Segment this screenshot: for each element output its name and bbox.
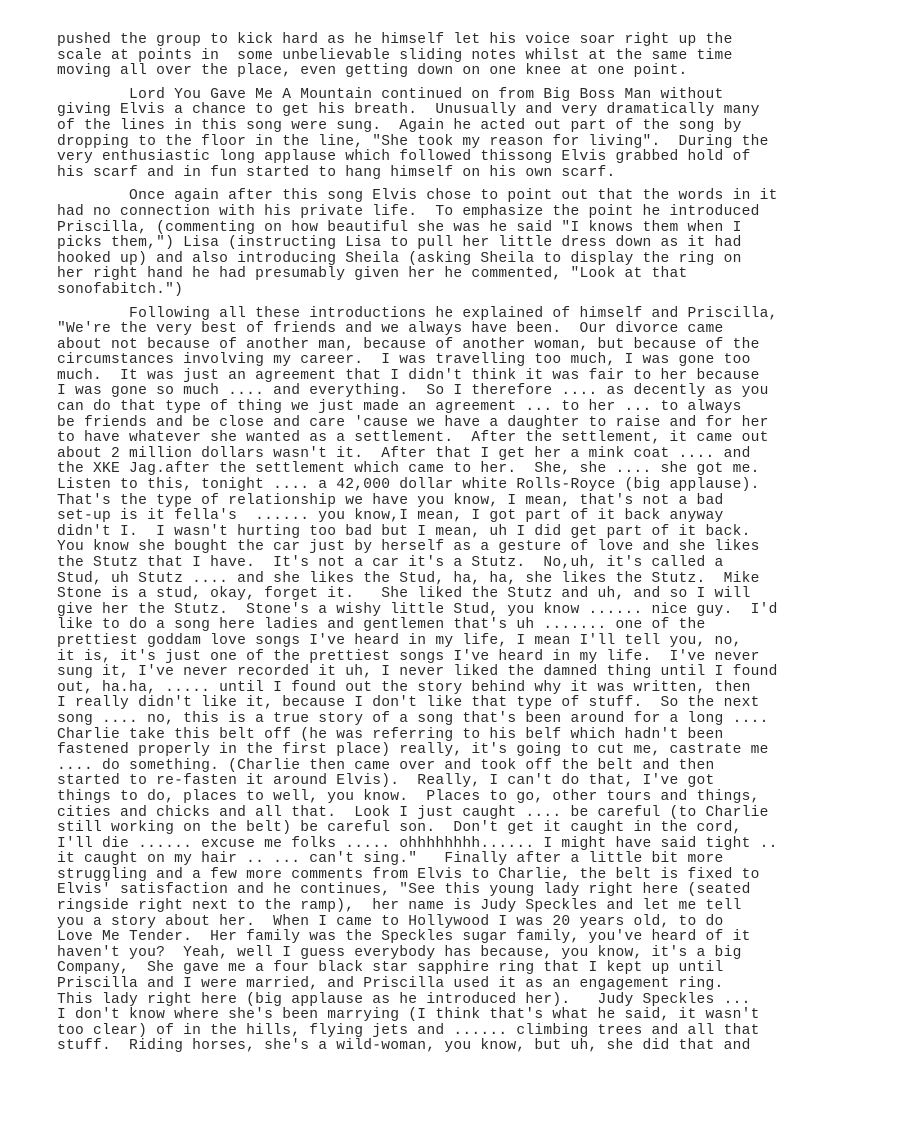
text-line: scale at points in some unbelievable sliding notes whilst at the same time <box>57 47 733 64</box>
text-line: you a story about her. When I came to Hollywood I was 20 years old, to do <box>57 913 724 930</box>
text-line: Once again after this song Elvis chose to point out that the words in it <box>57 188 778 205</box>
text-line: of the lines in this song were sung. Again he acted out part of the song by <box>57 117 742 134</box>
text-line: ringside right next to the ramp), her name is Judy Speckles and let me tell <box>57 898 742 915</box>
text-line: I'll die ...... excuse me folks ..... ohhhhhhhh...... I might have said tight .. <box>57 835 778 852</box>
text-line: Stud, uh Stutz .... and she likes the Stud, ha, ha, she likes the Stutz. Mike <box>57 570 760 587</box>
text-line: be friends and be close and care 'cause we have a daughter to raise and for her <box>57 414 769 431</box>
text-line: still working on the belt) be careful son. Don't get it caught in the cord, <box>57 820 742 837</box>
paragraph <box>57 88 857 182</box>
paragraph <box>57 307 857 1056</box>
paragraph <box>57 33 857 80</box>
text-line: out, ha.ha, ..... until I found out the story behind why it was written, then <box>57 679 751 696</box>
text-line: too clear) of in the hills, flying jets and ...... climbing trees and all that <box>57 1022 760 1039</box>
text-line: Charlie take this belt off (he was referring to his belf which hadn't been <box>57 726 724 743</box>
text-line: "We're the very best of friends and we always have been. Our divorce came <box>57 321 724 338</box>
text-line: much. It was just an agreement that I didn't think it was fair to her because <box>57 367 760 384</box>
text-line: picks them,") Lisa (instructing Lisa to pull her little dress down as it had <box>57 235 742 252</box>
text-line: can do that type of thing we just made an agreement ... to her ... to always <box>57 399 742 416</box>
text-line: circumstances involving my career. I was travelling too much, I was gone too <box>57 352 751 369</box>
text-line: Elvis' satisfaction and he continues, "See this young lady right here (seated <box>57 882 751 899</box>
text-line: like to do a song here ladies and gentlemen that's uh ....... one of the <box>57 617 706 634</box>
text-line: Following all these introductions he explained of himself and Priscilla, <box>57 305 778 322</box>
text-line: Stone is a stud, okay, forget it. She liked the Stutz and uh, and so I will <box>57 586 751 603</box>
text-line: the Stutz that I have. It's not a car it's a Stutz. No,uh, it's called a <box>57 555 724 571</box>
text-line: struggling and a few more comments from Elvis to Charlie, the belt is fixed to <box>57 866 760 883</box>
text-line: I was gone so much .... and everything. So I therefore .... as decently as you <box>57 383 769 400</box>
text-line: Company, She gave me a four black star sapphire ring that I kept up until <box>57 960 724 977</box>
text-line: Listen to this, tonight .... a 42,000 dollar white Rolls-Royce (big applause). <box>57 477 760 494</box>
text-line: to have whatever she wanted as a settlement. After the settlement, it came out <box>57 430 769 447</box>
text-line: Priscilla and I were married, and Priscilla used it as an engagement ring. <box>57 976 724 993</box>
text-line: sonofabitch.") <box>57 281 184 298</box>
typewritten-page <box>57 33 857 1063</box>
text-line: about not because of another man, because of another woman, but because of the <box>57 336 760 353</box>
text-line: That's the type of relationship we have you know, I mean, that's not a bad <box>57 492 724 509</box>
text-line: Love Me Tender. Her family was the Speckles sugar family, you've heard of it <box>57 929 751 946</box>
text-line: fastened properly in the first place) really, it's going to cut me, castrate me <box>57 742 769 759</box>
text-line: very enthusiastic long applause which followed thissong Elvis grabbed hold of <box>57 149 751 166</box>
paragraph <box>57 189 857 298</box>
text-line: hooked up) and also introducing Sheila (asking Sheila to display the ring on <box>57 250 742 267</box>
text-line: give her the Stutz. Stone's a wishy little Stud, you know ...... nice guy. I'd <box>57 601 778 618</box>
text-line: cities and chicks and all that. Look I just caught .... be careful (to Charlie <box>57 804 769 821</box>
text-line: stuff. Riding horses, she's a wild-woman, you know, but uh, she did that and <box>57 1038 751 1055</box>
text-line: Priscilla, (commenting on how beautiful she was he said "I knows them when I <box>57 219 742 236</box>
text-line: .... do something. (Charlie then came over and took off the belt and then <box>57 757 715 774</box>
text-line: haven't you? Yeah, well I guess everybody has because, you know, it's a big <box>57 944 742 961</box>
text-line: about 2 million dollars wasn't it. After that I get her a mink coat .... and <box>57 445 751 462</box>
text-line: song .... no, this is a true story of a song that's been around for a long .... <box>57 710 769 727</box>
text-line: the XKE Jag.after the settlement which came to her. She, she .... she got me. <box>57 461 760 478</box>
text-line: things to do, places to well, you know. Places to go, other tours and things, <box>57 788 760 805</box>
text-line: pushed the group to kick hard as he himself let his voice soar right up the <box>57 32 733 48</box>
text-line: it is, it's just one of the prettiest songs I've heard in my life. I've never <box>57 648 760 665</box>
text-line: started to re-fasten it around Elvis). Really, I can't do that, I've got <box>57 773 715 790</box>
text-line: it caught on my hair .. ... can't sing." Finally after a little bit more <box>57 851 724 868</box>
text-line: prettiest goddam love songs I've heard in my life, I mean I'll tell you, no, <box>57 632 742 649</box>
text-line: You know she bought the car just by herself as a gesture of love and she likes <box>57 539 760 556</box>
text-line: sung it, I've never recorded it uh, I never liked the damned thing until I found <box>57 664 778 681</box>
text-line: I don't know where she's been marrying (I think that's what he said, it wasn't <box>57 1007 760 1024</box>
text-line: set-up is it fella's ...... you know,I mean, I got part of it back anyway <box>57 508 724 525</box>
text-line: didn't I. I wasn't hurting too bad but I mean, uh I did get part of it back. <box>57 523 751 540</box>
text-line: dropping to the floor in the line, "She took my reason for living". During the <box>57 133 769 150</box>
text-line: I really didn't like it, because I don't like that type of stuff. So the next <box>57 695 760 712</box>
text-line: Lord You Gave Me A Mountain continued on from Big Boss Man without <box>57 86 724 103</box>
text-line: moving all over the place, even getting down on one knee at one point. <box>57 63 688 80</box>
text-line: This lady right here (big applause as he introduced her). Judy Speckles ... <box>57 991 751 1008</box>
text-line: giving Elvis a chance to get his breath. Unusually and very dramatically many <box>57 102 760 119</box>
text-line: her right hand he had presumably given her he commented, "Look at that <box>57 266 688 283</box>
text-line: his scarf and in fun started to hang himself on his own scarf. <box>57 164 616 181</box>
text-line: had no connection with his private life. To emphasize the point he introduced <box>57 203 760 220</box>
